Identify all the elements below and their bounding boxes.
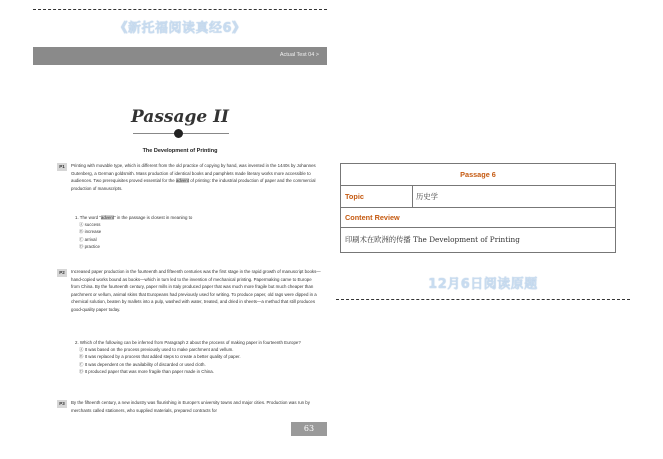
page-header-label: Actual Test 04 >	[279, 52, 319, 58]
book-page-scan	[33, 47, 327, 439]
question-2-option-d[interactable]: Ⓓ It produced paper that was more fragile than paper made in China.	[79, 368, 214, 374]
top-dashed-divider	[33, 9, 327, 10]
page-header-bar	[33, 47, 327, 65]
question-2-option-a[interactable]: Ⓐ It was based on the process previously used to make parchment and vellum.	[79, 347, 234, 353]
question-2-prompt: 2. Which of the following can be inferred from Paragraph 2 about the process of making paper in fourteenth Europe?	[75, 340, 301, 345]
paragraph-label-p3: P3	[57, 400, 67, 408]
paragraph-label-p1: P1	[57, 163, 67, 171]
highlighted-word: advent	[175, 178, 190, 184]
topic-label: Topic	[341, 186, 413, 207]
title-rule-left	[133, 133, 179, 134]
passage-info-table	[340, 163, 616, 253]
passage-title: Passage II	[130, 107, 230, 127]
topic-value: 历史学	[416, 191, 438, 201]
question-1-option-a[interactable]: Ⓐ success	[79, 222, 101, 228]
book-title-banner: 《新托福阅读真经6》	[114, 21, 246, 36]
passage-subtitle: The Development of Printing	[142, 148, 218, 154]
question-1	[71, 214, 321, 250]
bottom-dashed-divider	[336, 299, 630, 300]
exam-date-banner: 12月6日阅读原题	[428, 277, 538, 292]
page-number: 63	[291, 422, 327, 436]
question-1-option-b[interactable]: Ⓑ increase	[79, 229, 102, 235]
info-table-header: Passage 6	[341, 164, 615, 186]
question-1-option-d[interactable]: Ⓓ practice	[79, 243, 100, 249]
question-2-option-b[interactable]: Ⓑ It was replaced by a process that added steps to create a better quality of paper.	[79, 354, 241, 360]
content-review-value: 印刷术在欧洲的传播 The Development of Printing	[345, 235, 520, 244]
title-rule-right	[183, 133, 229, 134]
title-ornament-icon	[174, 129, 183, 138]
paragraph-p2: Increased paper production in the fourteenth and fifteenth centuries was the first stage in the rapid growth of manuscript books—hand-copied works bound as books—which in turn led to the invention of mechanical printing. Papermaking came to Europe from China. By the fourteenth century, paper mills in Italy produced paper that was much more fragile but much cheaper than parchment or vellum, animal skins that Europeans had previously used for writing. To produce paper, old rags were dipped in a chemical solution, beaten by mallets into a pulp, washed with water, treated, and dried in sheets—a method that still produces good-quality paper today.	[71, 269, 321, 312]
paragraph-p3: By the fifteenth century, a new industry was flourishing in Europe's university towns and major cities. Production was run by merchants called stationers, who supplied materials, prepared contracts for	[71, 400, 310, 413]
paragraph-p1: Printing with movable type, which is different from the old practice of copying by hand, was invented in the 1440s by Johannes Gutenberg, a German goldsmith. Mass production of identical books and pamphlets made literary works more accessible to audiences. Two prerequisites proved essential for the advent of printing: the industrial production of paper and the commercial production of manuscripts.	[71, 163, 316, 191]
info-table-topic-row	[341, 186, 615, 208]
question-1-prompt: 1. The word "advent" in the passage is closest in meaning to	[75, 215, 193, 220]
question-2	[71, 339, 321, 375]
content-review-label: Content Review	[341, 208, 615, 228]
paragraph-label-p2: P2	[57, 269, 67, 277]
question-1-option-c[interactable]: Ⓒ arrival	[79, 236, 97, 242]
question-2-option-c[interactable]: Ⓒ It was dependent on the availability of discarded or used cloth.	[79, 361, 206, 367]
